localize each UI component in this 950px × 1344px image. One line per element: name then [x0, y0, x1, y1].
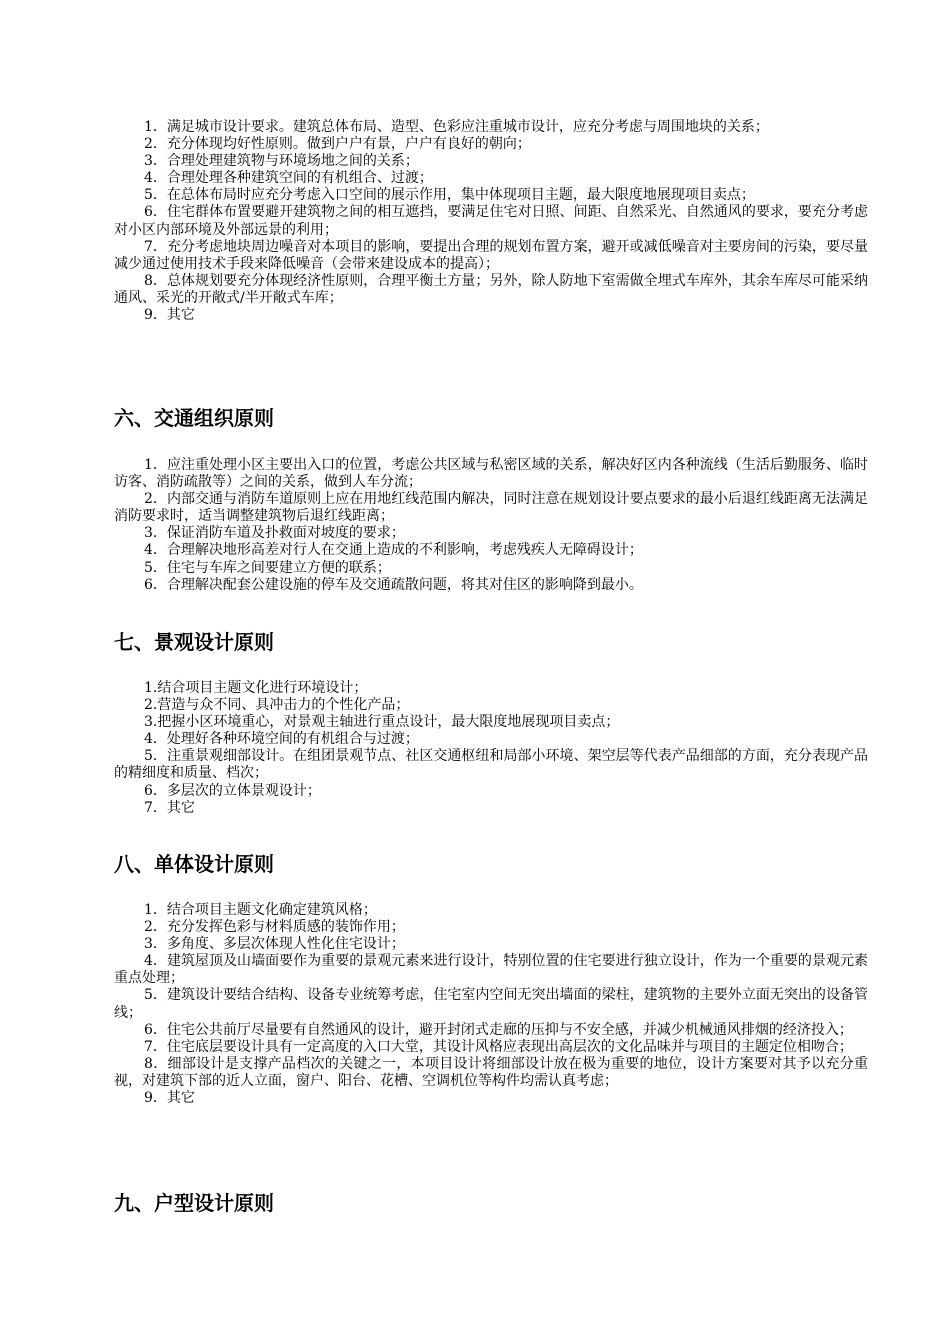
- list-item: 4．建筑屋顶及山墙面要作为重要的景观元素来进行设计，特别位置的住宅要进行独立设计，作为一个重要的景观元素重点处理；: [114, 953, 868, 987]
- list-item: 5．住宅与车库之间要建立方便的联系；: [144, 559, 391, 576]
- list-item: 2.营造与众不同、具冲击力的个性化产品；: [144, 697, 410, 714]
- list-item: 1．满足城市设计要求。建筑总体布局、造型、色彩应注重城市设计，应充分考虑与周围地块的关系；: [144, 119, 769, 135]
- section6-list: [114, 457, 868, 594]
- list-item: 6．住宅公共前厅尽量要有自然通风的设计，避开封闭式走廊的压抑与不安全感，并减少机械通风排烟的经济投入；: [144, 1021, 853, 1038]
- list-item: 3．多角度、多层次体现人性化住宅设计；: [144, 936, 405, 953]
- list-item: 2．充分体现均好性原则。做到户户有景，户户有良好的朝向；: [144, 136, 531, 153]
- list-item: 5．建筑设计要结合结构、设备专业统筹考虑，住宅室内空间无突出墙面的梁柱，建筑物的主要外立面无突出的设备管线；: [114, 987, 868, 1021]
- list-item: 8．细部设计是支撑产品档次的关键之一，本项目设计将细部设计放在极为重要的地位，设计方案要对其予以充分重视，对建筑下部的近人立面，窗户、阳台、花槽、空调机位等构件均需认真考虑；: [114, 1055, 868, 1089]
- list-item: 4．处理好各种环境空间的有机组合与过渡；: [144, 731, 419, 748]
- section-heading-unit-layout: 九、户型设计原则: [114, 1191, 274, 1215]
- section5-list: [114, 119, 868, 324]
- list-item: 6．住宅群体布置要避开建筑物之间的相互遮挡，要满足住宅对日照、间距、自然采光、自然通风的要求，要充分考虑对小区内部环境及外部远景的利用；: [114, 204, 868, 238]
- list-item: 6．多层次的立体景观设计；: [144, 782, 321, 799]
- list-item: 7．其它: [144, 799, 195, 816]
- list-item: 9．其它: [144, 1090, 195, 1107]
- list-item: 1．结合项目主题文化确定建筑风格；: [144, 902, 377, 918]
- section-heading-landscape: 七、景观设计原则: [114, 630, 274, 654]
- list-item: 4．合理解决地形高差对行人在交通上造成的不利影响，考虑残疾人无障碍设计；: [144, 542, 643, 559]
- list-item: 4．合理处理各种建筑空间的有机组合、过渡；: [144, 170, 433, 187]
- section-heading-traffic: 六、交通组织原则: [114, 406, 274, 430]
- list-item: 5．注重景观细部设计。在组团景观节点、社区交通枢纽和局部小环境、架空层等代表产品细部的方面，充分表现产品的精细度和质量、档次；: [114, 748, 868, 782]
- section7-list: [114, 680, 868, 817]
- list-item: 7．充分考虑地块周边噪音对本项目的影响，要提出合理的规划布置方案，避开或减低噪音对主要房间的污染，要尽量减少通过使用技术手段来降低噪音（会带来建设成本的提高）；: [114, 238, 868, 272]
- list-item: 2．内部交通与消防车道原则上应在用地红线范围内解决，同时注意在规划设计要点要求的最小后退红线距离无法满足消防要求时，适当调整建筑物后退红线距离；: [114, 491, 868, 525]
- list-item: 3．保证消防车道及扑救面对坡度的要求；: [144, 525, 405, 542]
- list-item: 8．总体规划要充分体现经济性原则，合理平衡土方量；另外，除人防地下室需做全埋式车库外，其余车库尽可能采纳通风、采光的开敞式/半开敞式车库；: [114, 272, 868, 306]
- list-item: 6．合理解决配套公建设施的停车及交通疏散问题，将其对住区的影响降到最小。: [144, 576, 643, 593]
- list-item: 7．住宅底层要设计具有一定高度的入口大堂，其设计风格应表现出高层次的文化品味并与项目的主题定位相吻合；: [144, 1038, 853, 1055]
- list-item: 1．应注重处理小区主要出入口的位置，考虑公共区域与私密区域的关系，解决好区内各种流线（生活后勤服务、临时访客、消防疏散等）之间的关系，做到人车分流；: [114, 457, 868, 491]
- list-item: 1.结合项目主题文化进行环境设计；: [144, 680, 368, 696]
- list-item: 3．合理处理建筑物与环境场地之间的关系；: [144, 153, 419, 170]
- section8-list: [114, 902, 868, 1107]
- list-item: 5．在总体布局时应充分考虑入口空间的展示作用，集中体现项目主题，最大限度地展现项目卖点；: [144, 187, 755, 204]
- list-item: 2．充分发挥色彩与材料质感的装饰作用；: [144, 919, 405, 936]
- list-item: 3.把握小区环境重心，对景观主轴进行重点设计，最大限度地展现项目卖点；: [144, 714, 620, 731]
- section-heading-building: 八、单体设计原则: [114, 852, 274, 876]
- list-item: 9．其它: [144, 307, 195, 324]
